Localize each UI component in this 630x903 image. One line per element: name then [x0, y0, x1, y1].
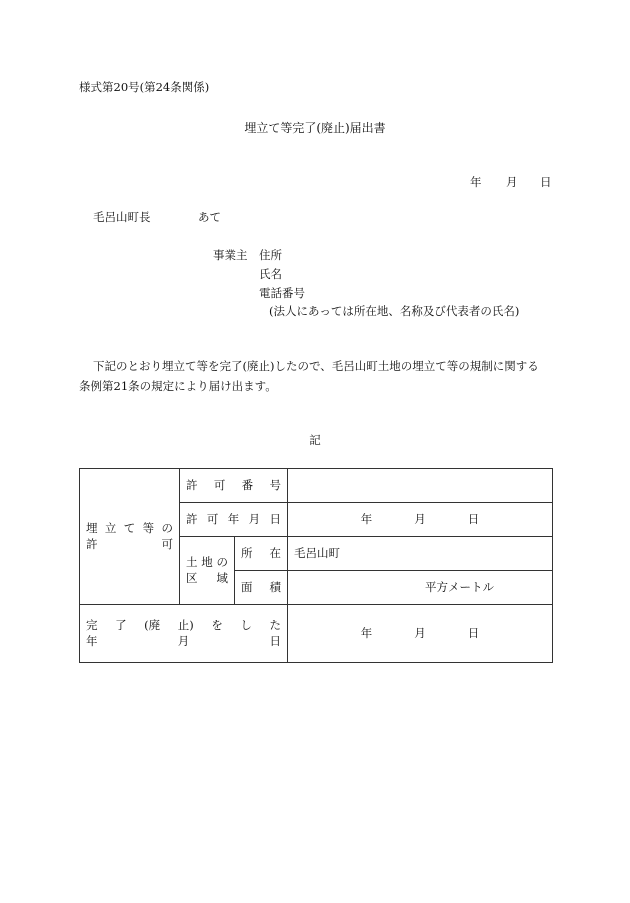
- date-month: 月: [506, 175, 518, 189]
- permit-date-value[interactable]: 年 月 日: [288, 503, 553, 537]
- ki-heading: 記: [309, 433, 321, 447]
- applicant-note: (法人にあっては所在地、名称及び代表者の氏名): [269, 304, 520, 318]
- date-year: 年: [470, 175, 482, 189]
- applicant-label: 事業主: [213, 248, 248, 262]
- applicant-phone-label: 電話番号: [259, 286, 305, 300]
- location-value[interactable]: 毛呂山町: [288, 537, 553, 571]
- body-text-line1: 下記のとおり埋立て等を完了(廃止)したので、毛呂山町土地の埋立て等の規制に関する: [93, 359, 539, 373]
- form-table: [79, 468, 553, 663]
- permit-date-label: 許 可 年 月 日: [180, 503, 288, 537]
- location-label: 所 在: [235, 537, 288, 571]
- permit-number-label: 許 可 番 号: [180, 469, 288, 503]
- applicant-name-label: 氏名: [259, 267, 282, 281]
- body-text-line2: 条例第21条の規定により届け出ます。: [79, 379, 277, 393]
- recipient-suffix: あて: [198, 210, 221, 224]
- permit-header-cell: [80, 469, 180, 605]
- permit-number-value[interactable]: [288, 469, 553, 503]
- area-value[interactable]: 平方メートル: [288, 571, 553, 605]
- form-number: 様式第20号(第24条関係): [79, 80, 210, 94]
- completion-date-label: 完 了 (廃 止) を し た 年 月 日: [80, 605, 288, 663]
- date-day: 日: [540, 175, 552, 189]
- area-label: 面 積: [235, 571, 288, 605]
- applicant-address-label: 住所: [259, 248, 282, 262]
- completion-date-value[interactable]: 年 月 日: [288, 605, 553, 663]
- land-area-label: 土 地 の 区 域: [180, 537, 235, 605]
- permit-header-line1: 埋 立 て 等 の: [86, 520, 173, 535]
- permit-header-line2: 許 可: [86, 536, 173, 551]
- document-title: 埋立て等完了(廃止)届出書: [244, 121, 386, 135]
- recipient-name: 毛呂山町長: [93, 210, 151, 224]
